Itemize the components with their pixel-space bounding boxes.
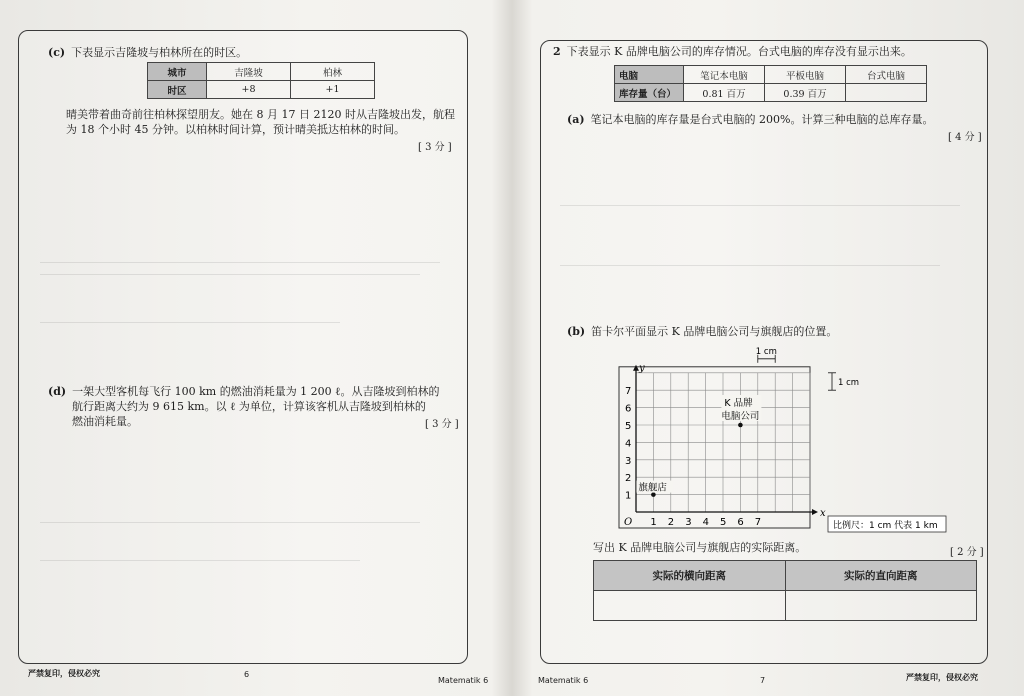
scale-top-label: 1 cm	[755, 346, 777, 357]
scale-note-text: 比例尺：1 cm 代表 1 km	[833, 521, 938, 531]
computer-company-point	[738, 423, 743, 428]
question-d-text-1	[48, 384, 439, 399]
stock-header-desktop: 台式电脑	[846, 66, 927, 84]
answer-cell-vertical[interactable]	[785, 591, 977, 621]
y-tick-label: 1	[625, 490, 632, 502]
x-axis-arrow	[812, 509, 818, 515]
question-a-text-content: 笔记本电脑的库存量是台式电脑的 200%。计算三种电脑的总库存量。	[590, 113, 934, 126]
stock-row-label: 库存量（台）	[615, 84, 684, 102]
answer-cell-horizontal[interactable]	[594, 591, 786, 621]
question-d-marks: [ 3 分 ]	[425, 419, 459, 430]
bleed-line	[40, 262, 440, 263]
x-tick-label: 1	[650, 517, 657, 528]
x-tick-label: 6	[737, 517, 744, 528]
stock-laptop-value: 0.81 百万	[684, 84, 765, 102]
question-a-text	[567, 112, 934, 127]
question-c-label: (c)	[48, 46, 66, 59]
timezone-header-city: 城市	[148, 63, 207, 81]
bleed-line	[40, 322, 340, 323]
x-tick-label: 4	[702, 517, 709, 528]
bleed-line	[40, 522, 420, 523]
stock-header-tablet: 平板电脑	[765, 66, 846, 84]
x-tick-label: 3	[685, 517, 692, 528]
question-a-label: (a)	[567, 113, 585, 126]
y-tick-label: 6	[625, 403, 632, 415]
left-book-title: Matematik 6	[438, 676, 489, 685]
answer-header-vertical: 实际的直向距离	[785, 561, 977, 591]
y-tick-label: 4	[625, 438, 632, 450]
y-tick-label: 3	[625, 455, 632, 467]
plane-frame	[619, 367, 810, 528]
x-tick-label: 5	[720, 517, 727, 528]
origin-label: O	[624, 517, 633, 528]
question-d-text-1-content: 一架大型客机每飞行 100 km 的燃油消耗量为 1 200 ℓ。从吉隆坡到柏林的	[72, 385, 440, 398]
question-b-text-content: 笛卡尔平面显示 K 品牌电脑公司与旗舰店的位置。	[591, 325, 838, 338]
question-a-marks: [ 4 分 ]	[948, 132, 982, 143]
scale-side-label: 1 cm	[838, 377, 860, 388]
right-book-title: Matematik 6	[538, 676, 589, 685]
question-c-marks: [ 3 分 ]	[418, 142, 452, 153]
stock-tablet-value: 0.39 百万	[765, 84, 846, 102]
right-page-number: 7	[760, 676, 766, 685]
x-axis-label: x	[820, 508, 826, 519]
flagship-store-label: 旗舰店	[638, 482, 667, 494]
question-c-text-1: 晴美带着曲奇前往柏林探望朋友。她在 8 月 17 日 2120 时从吉隆坡出发，航程	[66, 108, 455, 121]
timezone-table	[147, 62, 375, 99]
timezone-kl-value: +8	[207, 81, 291, 99]
distance-answer-table	[593, 560, 977, 621]
question-c-intro-text: 下表显示吉隆坡与柏林所在的时区。	[71, 46, 248, 59]
bleed-line	[560, 265, 940, 266]
bleed-line	[40, 274, 420, 275]
question-2-intro-text: 下表显示 K 品牌电脑公司的库存情况。台式电脑的库存没有显示出来。	[566, 45, 912, 58]
question-2-number: 2	[553, 45, 561, 58]
y-tick-label: 5	[625, 421, 632, 432]
answer-header-horizontal: 实际的横向距离	[594, 561, 786, 591]
y-axis-label: y	[639, 362, 645, 374]
stock-table	[614, 65, 927, 102]
question-d-text-3: 燃油消耗量。	[72, 415, 138, 428]
computer-company-label-line2: 电脑公司	[721, 411, 760, 422]
question-2-intro	[553, 44, 912, 59]
timezone-berlin-value: +1	[291, 81, 375, 99]
question-d-text-2: 航行距离大约为 9 615 km。以 ℓ 为单位，计算该客机从吉隆坡到柏林的	[72, 400, 426, 413]
y-tick-label: 2	[625, 473, 632, 485]
stock-header-computer: 电脑	[615, 66, 684, 84]
timezone-row-label: 时区	[148, 81, 207, 99]
question-b-marks: [ 2 分 ]	[950, 547, 984, 558]
left-copyright-footer: 严禁复印，侵权必究	[28, 669, 100, 678]
timezone-header-berlin: 柏林	[291, 63, 375, 81]
question-b-prompt: 写出 K 品牌电脑公司与旗舰店的实际距离。	[593, 541, 807, 554]
question-d-label: (d)	[48, 385, 67, 398]
left-page-number: 6	[244, 670, 250, 679]
right-copyright-footer: 严禁复印，侵权必究	[906, 673, 978, 682]
computer-company-label-line1: K 品牌	[724, 398, 753, 409]
stock-header-laptop: 笔记本电脑	[684, 66, 765, 84]
y-tick-label: 7	[625, 386, 632, 398]
bleed-line	[560, 205, 960, 206]
x-tick-label: 2	[667, 517, 675, 528]
question-c-text-2: 为 18 个小时 45 分钟。以柏林时间计算，预计晴美抵达柏林的时间。	[66, 123, 405, 136]
stock-desktop-value	[846, 84, 927, 102]
question-b-text	[567, 324, 837, 339]
timezone-header-kl: 吉隆坡	[207, 63, 291, 81]
cartesian-plane	[600, 340, 980, 540]
question-c-intro	[48, 45, 247, 60]
x-tick-label: 7	[754, 517, 762, 528]
question-b-label: (b)	[567, 325, 586, 338]
bleed-line	[40, 560, 360, 561]
